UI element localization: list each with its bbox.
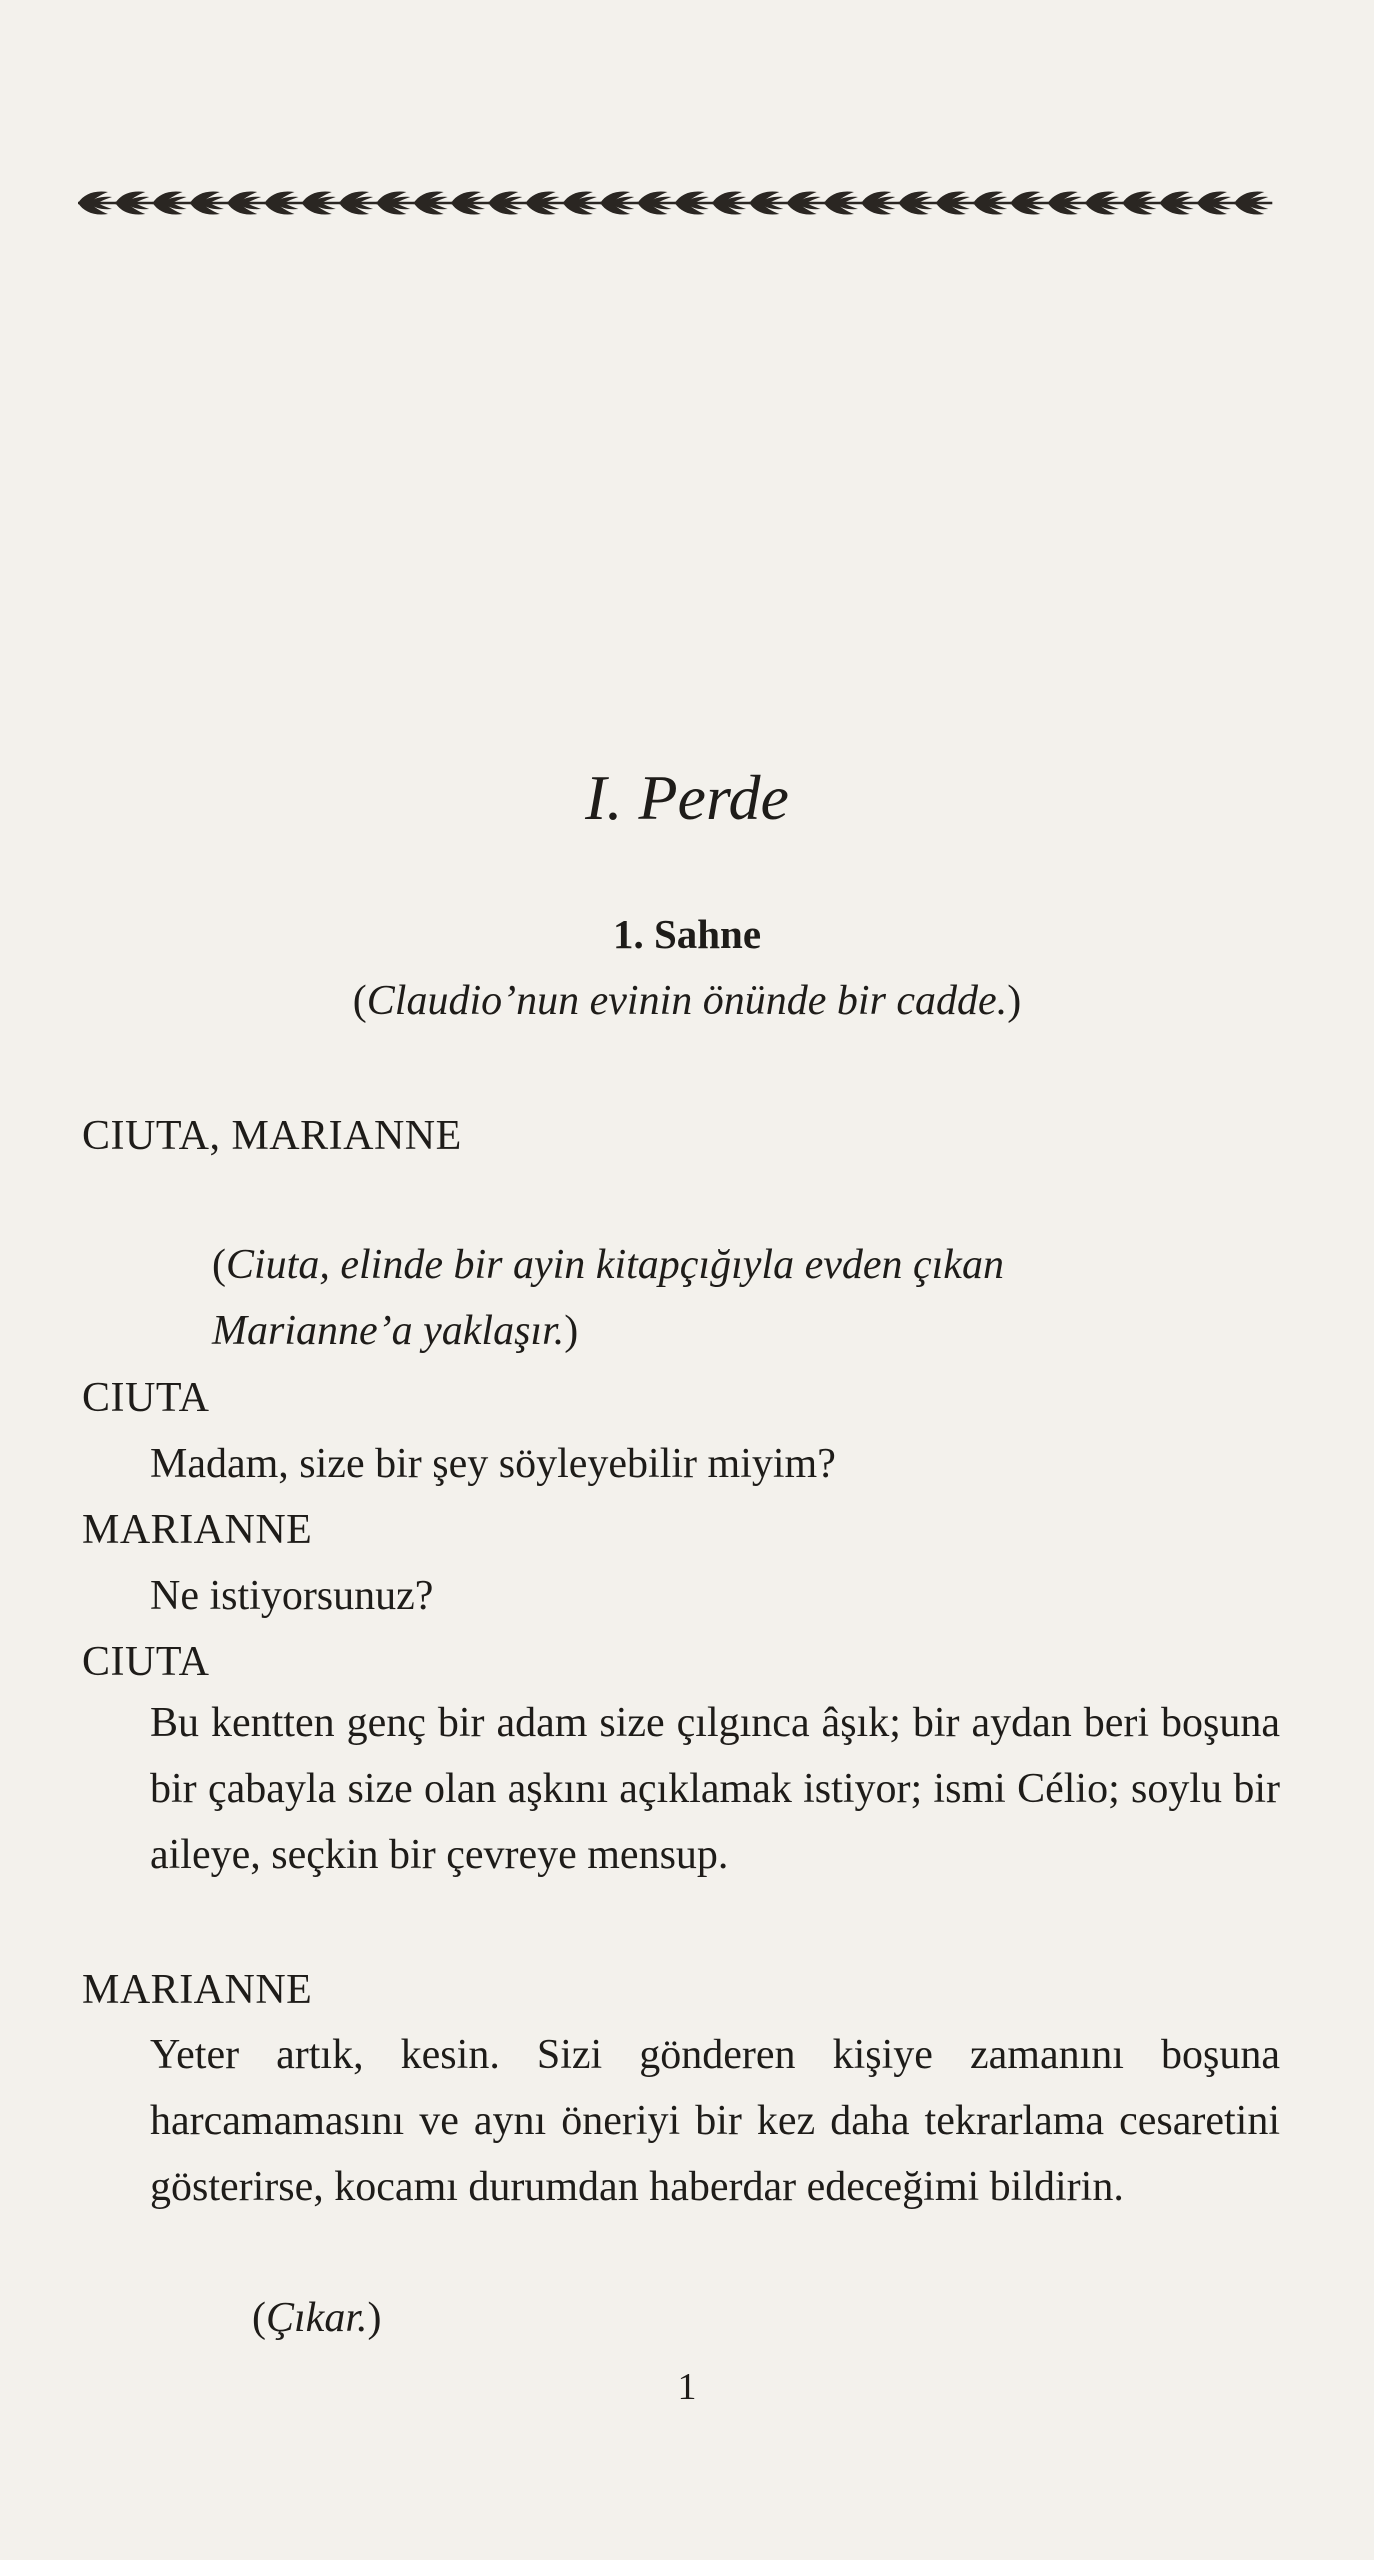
ornament-leaf xyxy=(302,191,340,214)
speaker-name: CIUTA xyxy=(82,1639,210,1685)
ornament-leaf xyxy=(1160,191,1198,214)
ornament-leaf xyxy=(787,191,825,214)
opening-stage-direction xyxy=(212,1232,1212,1364)
ornament-leaf xyxy=(227,191,265,214)
ornament-leaf xyxy=(899,191,937,214)
setting-open-paren: ( xyxy=(352,978,367,1024)
speech-text: Bu kentten genç bir adam size çılgınca âşık; bir aydan beri boşuna bir çabayla size olan aşkını açıklamak istiyor; ismi Célio; soylu bir aileye, seçkin bir çevreye mensup. xyxy=(150,1700,1280,1878)
act-title: I. Perde xyxy=(585,762,789,833)
ornament-leaf xyxy=(861,191,899,214)
ornament-leaf xyxy=(376,191,414,214)
ornament-leaf xyxy=(973,191,1011,214)
decorative-border-ornament xyxy=(78,186,1274,220)
setting-close-paren: ) xyxy=(1007,978,1022,1024)
ornament-leaf xyxy=(339,191,377,214)
scene-title: 1. Sahne xyxy=(612,911,762,957)
ornament-leaf xyxy=(1234,191,1272,214)
ornament-leaf xyxy=(563,191,601,214)
ornament-leaf xyxy=(414,191,452,214)
ornament-leaf xyxy=(675,191,713,214)
ornament-leaf xyxy=(712,191,750,214)
ornament-leaf xyxy=(1085,191,1123,214)
ornament-leaf xyxy=(153,191,191,214)
ornament-leaf xyxy=(526,191,564,214)
ornament-leaf xyxy=(600,191,638,214)
ornament-leaf xyxy=(824,191,862,214)
ornament-leaf xyxy=(1122,191,1160,214)
speech-text: Yeter artık, kesin. Sizi gönderen kişiye zamanını boşuna harcamamasını ve aynı öneriyi bir kez daha tekrarlama cesaretini gösterirse, kocamı durumdan haberdar edeceğimi bildirin. xyxy=(150,2032,1280,2210)
page-number: 1 xyxy=(677,2366,697,2408)
ornament-leaf xyxy=(190,191,228,214)
ornament-leaf xyxy=(749,191,787,214)
stage-direction-line-1: (Ciuta, elinde bir ayin kitapçığıyla evden çıkan xyxy=(212,1242,1004,1288)
ornament-leaf xyxy=(488,191,526,214)
speaker-name: CIUTA xyxy=(82,1375,210,1421)
ornament-leaf xyxy=(115,191,153,214)
setting-text: Claudio’nun evinin önünde bir cadde. xyxy=(366,978,1008,1024)
ornament-leaf xyxy=(265,191,303,214)
scene-setting xyxy=(0,972,1374,1030)
ornament-leaf xyxy=(936,191,974,214)
ornament-leaf xyxy=(78,191,116,214)
characters-on-stage: CIUTA, MARIANNE xyxy=(82,1113,462,1159)
speech-text: Ne istiyorsunuz? xyxy=(150,1573,434,1619)
ornament-leaf xyxy=(451,191,489,214)
ornament-leaf xyxy=(1197,191,1235,214)
speaker-name: MARIANNE xyxy=(82,1967,313,2013)
exit-stage-direction: (Çıkar.) xyxy=(252,2295,382,2341)
ornament-leaf xyxy=(1048,191,1086,214)
ornament-leaf xyxy=(638,191,676,214)
speech-text: Madam, size bir şey söyleyebilir miyim? xyxy=(150,1441,836,1487)
ornament-leaf xyxy=(1011,191,1049,214)
speaker-name: MARIANNE xyxy=(82,1507,313,1553)
stage-direction-line-2: Marianne’a yaklaşır.) xyxy=(212,1308,579,1354)
